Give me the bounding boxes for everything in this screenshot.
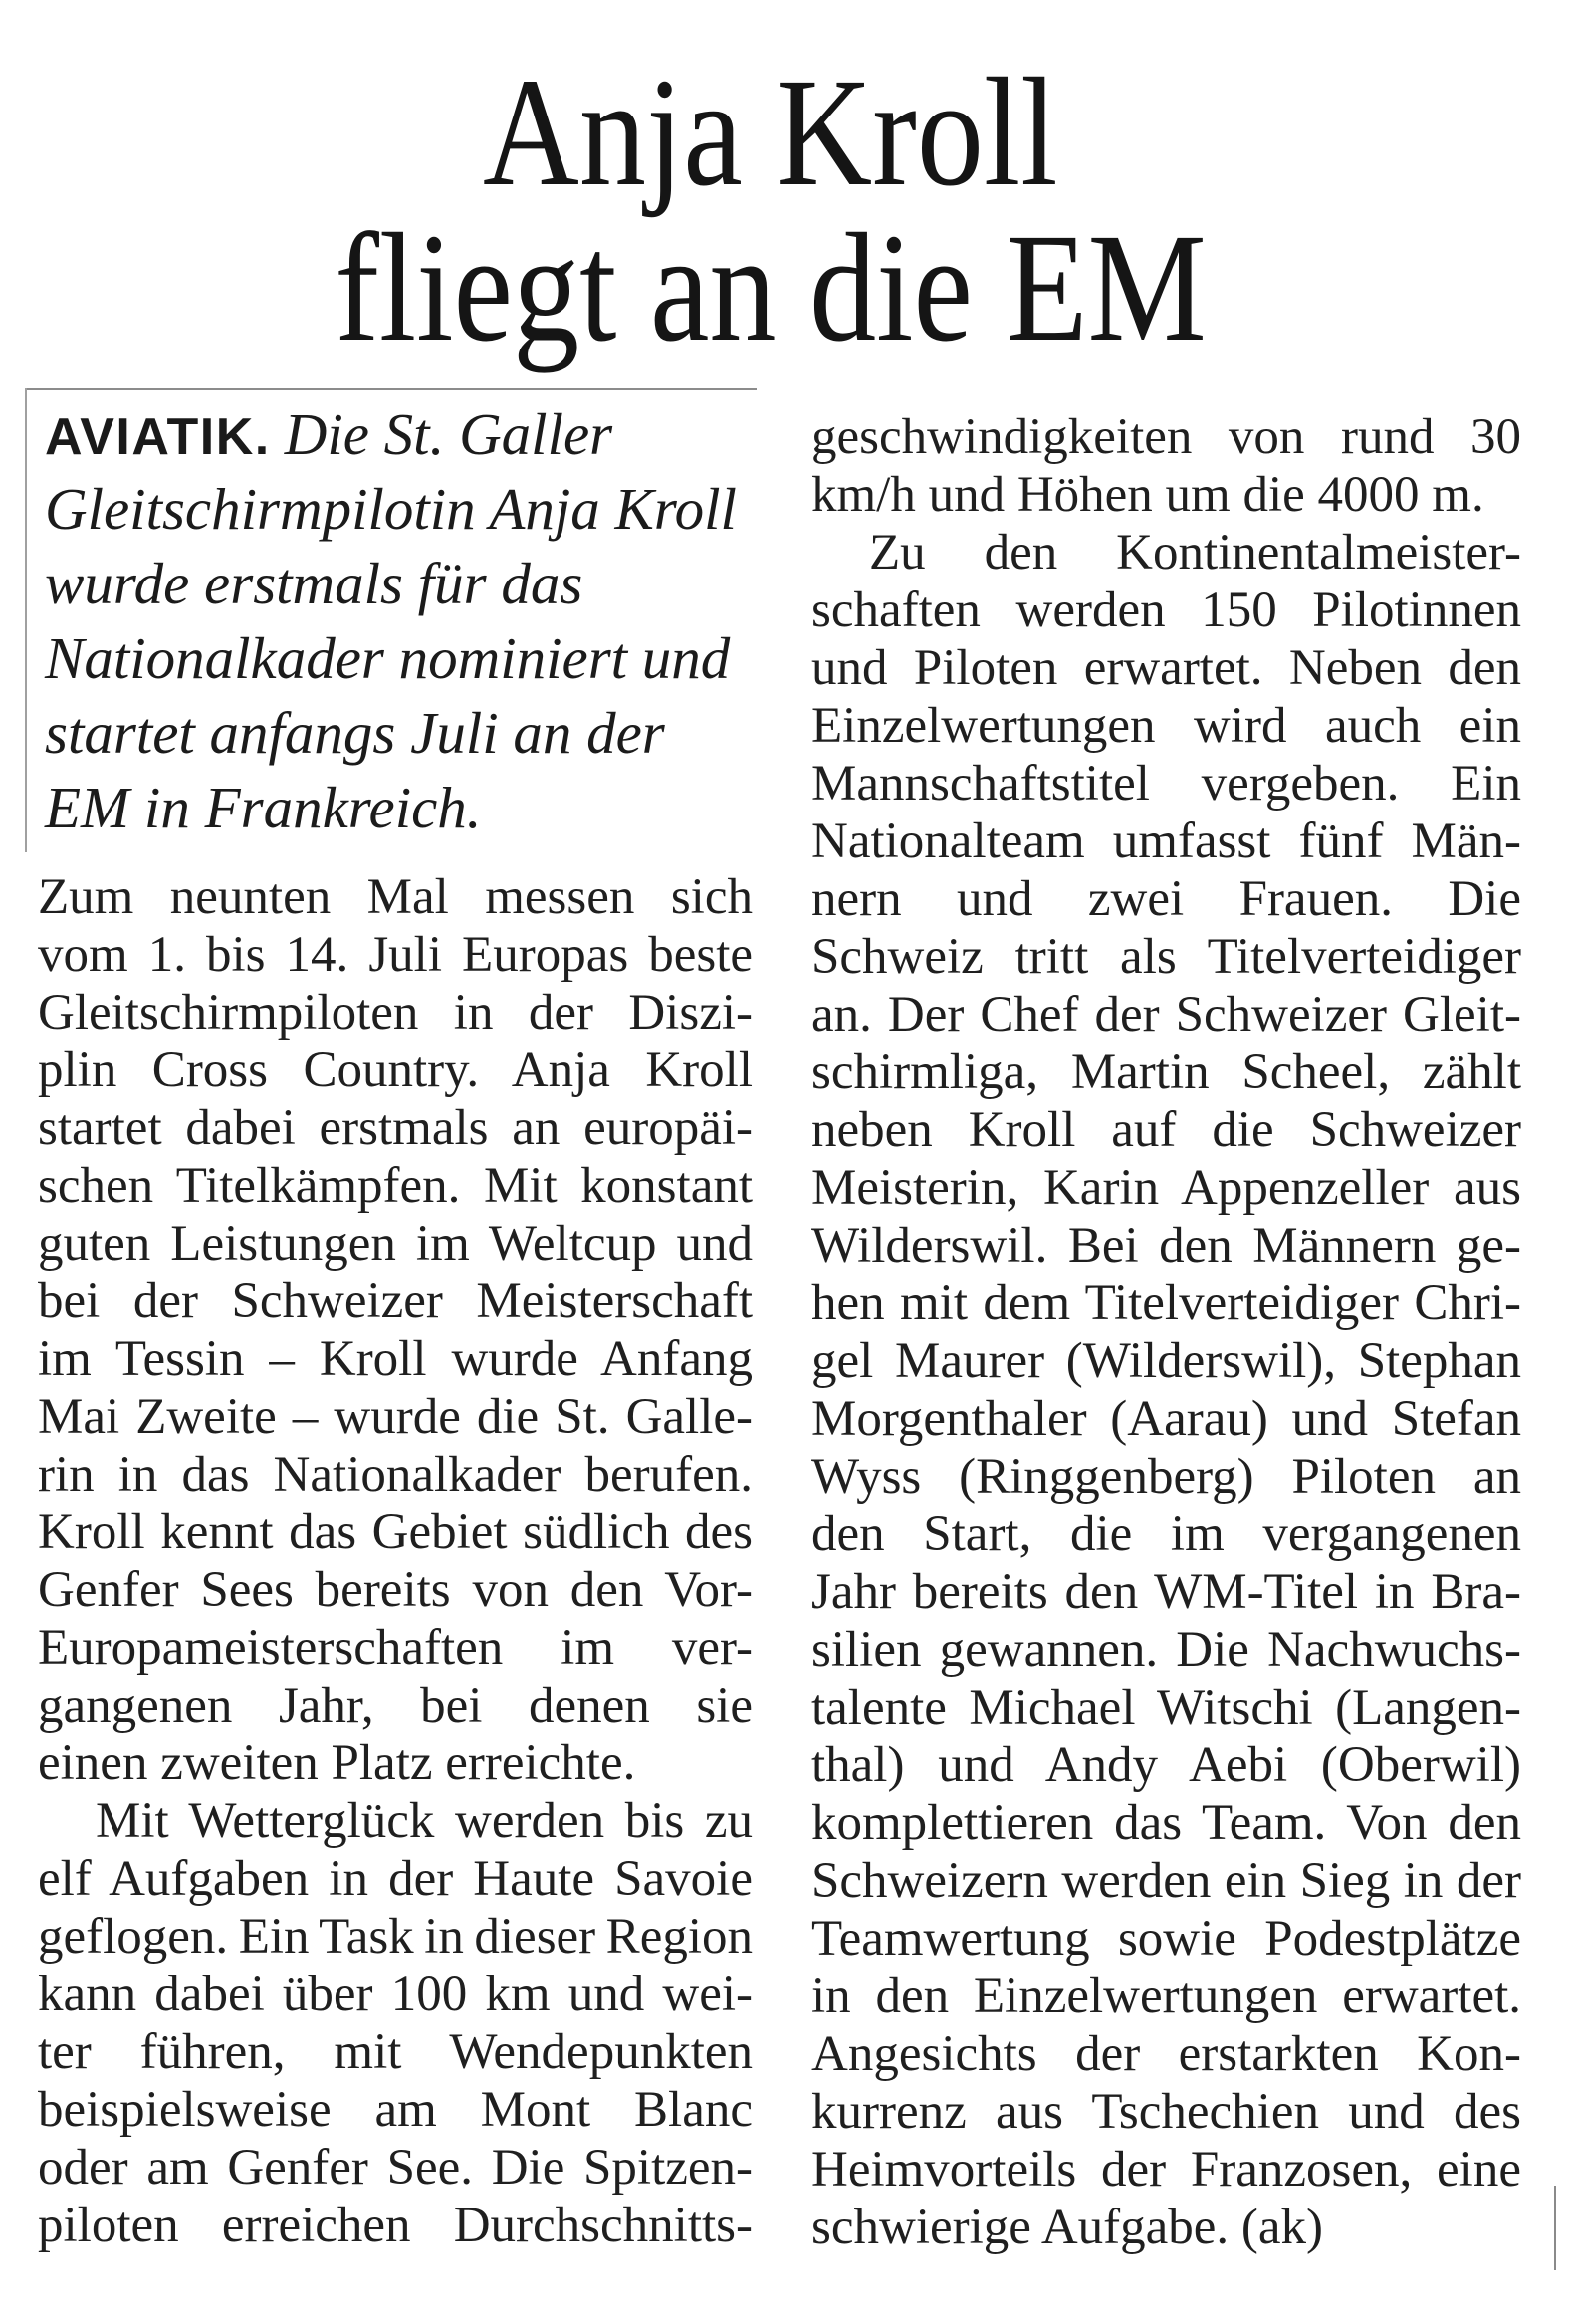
- text-line-content: in den Einzelwertungen erwartet.: [811, 1969, 1521, 2024]
- text-line: [811, 2083, 1521, 2141]
- text-line-content: Mannschaftstitel vergeben. Ein: [811, 756, 1521, 812]
- text-line-content: Wilderswil. Bei den Männern ge-: [811, 1218, 1521, 1274]
- text-line-content: Einzelwertungen wird auch ein: [811, 698, 1521, 754]
- text-line-content: bei der Schweizer Meisterschaft: [38, 1274, 753, 1329]
- section-kicker: AVIATIK.: [45, 408, 271, 466]
- text-line-content: gangenen Jahr, bei denen sie: [38, 1678, 753, 1734]
- body-column-right: [811, 408, 1521, 2256]
- text-line-content: Gleitschirmpiloten in der Diszi-: [38, 985, 753, 1041]
- text-line: [38, 1099, 753, 1157]
- text-line-content: und Piloten erwartet. Neben den: [811, 640, 1521, 696]
- text-line: [811, 581, 1521, 639]
- text-line: [811, 1737, 1521, 1794]
- text-line-content: den Start, die im vergangenen: [811, 1507, 1521, 1562]
- scan-edge-mark: [1554, 2186, 1556, 2270]
- text-line-content: Jahr bereits den WM-Titel in Bra-: [811, 1564, 1521, 1620]
- text-line: [811, 986, 1521, 1044]
- text-line-content: einen zweiten Platz erreichte.: [38, 1736, 636, 1791]
- text-line: [811, 697, 1521, 755]
- text-line: [38, 1850, 753, 1908]
- text-line: [811, 1044, 1521, 1101]
- text-line: [811, 1563, 1521, 1621]
- text-line: [38, 2081, 753, 2139]
- text-line-content: hen mit dem Titelverteidiger Chri-: [811, 1276, 1521, 1331]
- text-line-content: kurrenz aus Tschechien und des: [811, 2084, 1521, 2140]
- text-line: [811, 1910, 1521, 1968]
- text-line-content: startet dabei erstmals an europäi-: [38, 1100, 753, 1156]
- text-line-content: guten Leistungen im Weltcup und: [38, 1216, 753, 1272]
- text-line: [38, 1215, 753, 1273]
- text-line-content: piloten erreichen Durchschnitts-: [38, 2198, 753, 2253]
- text-line-content: beispielsweise am Mont Blanc: [38, 2082, 753, 2138]
- text-line: [811, 1968, 1521, 2025]
- text-line: [811, 2025, 1521, 2083]
- body-paragraph: [811, 524, 1521, 2256]
- text-line: [38, 2023, 753, 2081]
- text-line: [811, 1275, 1521, 1332]
- text-line-content: Nationalteam umfasst fünf Män-: [811, 813, 1521, 869]
- text-line: [38, 1504, 753, 1561]
- text-line-content: kann dabei über 100 km und wei-: [38, 1967, 753, 2022]
- text-line: [38, 984, 753, 1042]
- text-line: [811, 1506, 1521, 1563]
- text-line-content: Meisterin, Karin Appenzeller aus: [811, 1160, 1521, 1216]
- lead-line: [45, 771, 754, 845]
- lead-line-text: wurde erstmals für das: [45, 551, 583, 616]
- text-line-content: elf Aufgaben in der Haute Savoie: [38, 1851, 753, 1907]
- text-line: [811, 639, 1521, 697]
- text-line: [38, 1619, 753, 1677]
- text-line-content: Europameisterschaften im ver-: [38, 1620, 753, 1676]
- text-line: [811, 813, 1521, 870]
- lead-line: [45, 397, 754, 472]
- lead-line-text: Nationalkader nominiert und: [45, 625, 731, 691]
- text-line: [38, 2139, 753, 2197]
- body-paragraph: [38, 868, 753, 1792]
- lead-line-text: Gleitschirmpilotin Anja Kroll: [45, 476, 737, 542]
- lead-line-text: Die St. Galler: [284, 401, 613, 467]
- text-line: [811, 2199, 1521, 2256]
- text-line: [38, 1446, 753, 1504]
- lead-line: [45, 472, 754, 547]
- text-line-content: geflogen. Ein Task in dieser Region: [38, 1909, 753, 1965]
- text-line-content: plin Cross Country. Anja Kroll: [38, 1043, 753, 1098]
- text-line: [38, 1908, 753, 1966]
- text-line-content: schen Titelkämpfen. Mit konstant: [38, 1158, 753, 1214]
- text-line: [811, 755, 1521, 813]
- headline-text-2: fliegt an die EM: [335, 201, 1207, 373]
- text-line: [811, 1448, 1521, 1506]
- text-line-content: Zu den Kontinentalmeister-: [869, 525, 1521, 581]
- text-line-content: neben Kroll auf die Schweizer: [811, 1102, 1521, 1158]
- text-line: [811, 408, 1521, 466]
- headline-text-1: Anja Kroll: [483, 46, 1058, 218]
- text-line: [38, 1561, 753, 1619]
- text-line: [811, 1101, 1521, 1159]
- text-line: [38, 868, 753, 926]
- text-line: [38, 926, 753, 984]
- text-line-content: Genfer Sees bereits von den Vor-: [38, 1562, 753, 1618]
- text-line-content: talente Michael Witschi (Langen-: [811, 1680, 1521, 1736]
- text-line-content: Wyss (Ringgenberg) Piloten an: [811, 1449, 1521, 1505]
- text-line: [38, 1042, 753, 1099]
- body-paragraph: [811, 408, 1521, 524]
- text-line-content: schaften werden 150 Pilotinnen: [811, 582, 1521, 638]
- text-line-content: Heimvorteils der Franzosen, eine: [811, 2142, 1521, 2198]
- text-line-content: km/h und Höhen um die 4000 m.: [811, 467, 1484, 523]
- lead-box-left-rule: [25, 388, 27, 852]
- text-line-content: Schweiz tritt als Titelverteidiger: [811, 929, 1521, 985]
- text-line: [811, 524, 1521, 581]
- text-line: [811, 1679, 1521, 1737]
- text-line: [811, 466, 1521, 524]
- text-line-content: schwierige Aufgabe. (ak): [811, 2200, 1324, 2255]
- text-line-content: vom 1. bis 14. Juli Europas beste: [38, 927, 753, 983]
- lead-line: [45, 621, 754, 696]
- text-line-content: Schweizern werden ein Sieg in der: [811, 1853, 1521, 1909]
- text-line-content: gel Maurer (Wilderswil), Stephan: [811, 1333, 1521, 1389]
- text-line: [811, 1390, 1521, 1448]
- text-line-content: Kroll kennt das Gebiet südlich des: [38, 1505, 753, 1560]
- headline: [0, 46, 1541, 373]
- text-line-content: thal) und Andy Aebi (Oberwil): [811, 1738, 1521, 1793]
- text-line-content: Mai Zweite – wurde die St. Galle-: [38, 1389, 753, 1445]
- text-line-content: ter führen, mit Wendepunkten: [38, 2024, 753, 2080]
- text-line: [811, 1852, 1521, 1910]
- lead-line: [45, 696, 754, 771]
- lead-box-top-rule: [25, 388, 757, 390]
- text-line-content: Zum neunten Mal messen sich: [38, 869, 753, 925]
- body-paragraph: [38, 1792, 753, 2254]
- lead-line-text: EM in Frankreich.: [45, 775, 482, 840]
- text-line-content: schirmliga, Martin Scheel, zählt: [811, 1045, 1521, 1100]
- text-line-content: Morgenthaler (Aarau) und Stefan: [811, 1391, 1521, 1447]
- text-line-content: nern und zwei Frauen. Die: [811, 871, 1521, 927]
- text-line-content: oder am Genfer See. Die Spitzen-: [38, 2140, 753, 2196]
- text-line: [811, 1332, 1521, 1390]
- text-line-content: Angesichts der erstarkten Kon-: [811, 2026, 1521, 2082]
- text-line: [38, 1966, 753, 2023]
- text-line-content: komplettieren das Team. Von den: [811, 1795, 1521, 1851]
- text-line: [38, 2197, 753, 2254]
- text-line-content: an. Der Chef der Schweizer Gleit-: [811, 987, 1521, 1043]
- text-line-content: rin in das Nationalkader berufen.: [38, 1447, 753, 1503]
- text-line: [811, 1794, 1521, 1852]
- text-line: [38, 1157, 753, 1215]
- text-line-content: geschwindigkeiten von rund 30: [811, 409, 1521, 465]
- text-line-content: im Tessin – Kroll wurde Anfang: [38, 1331, 753, 1387]
- body-column-left: [38, 868, 753, 2254]
- text-line: [811, 928, 1521, 986]
- text-line: [38, 1388, 753, 1446]
- lead-line-text: startet anfangs Juli an der: [45, 700, 665, 766]
- headline-line-2: [0, 201, 1541, 373]
- text-line: [811, 2141, 1521, 2199]
- text-line-content: Mit Wetterglück werden bis zu: [96, 1793, 753, 1849]
- headline-line-1: [0, 46, 1541, 218]
- text-line: [811, 1217, 1521, 1275]
- text-line: [811, 1621, 1521, 1679]
- lead-paragraph: [45, 397, 754, 845]
- lead-line: [45, 547, 754, 621]
- text-line: [811, 1159, 1521, 1217]
- text-line-content: silien gewannen. Die Nachwuchs-: [811, 1622, 1521, 1678]
- text-line: [38, 1792, 753, 1850]
- text-line: [38, 1273, 753, 1330]
- text-line: [38, 1330, 753, 1388]
- text-line: [38, 1735, 753, 1792]
- text-line: [38, 1677, 753, 1735]
- text-line: [811, 870, 1521, 928]
- text-line-content: Teamwertung sowie Podestplätze: [811, 1911, 1521, 1967]
